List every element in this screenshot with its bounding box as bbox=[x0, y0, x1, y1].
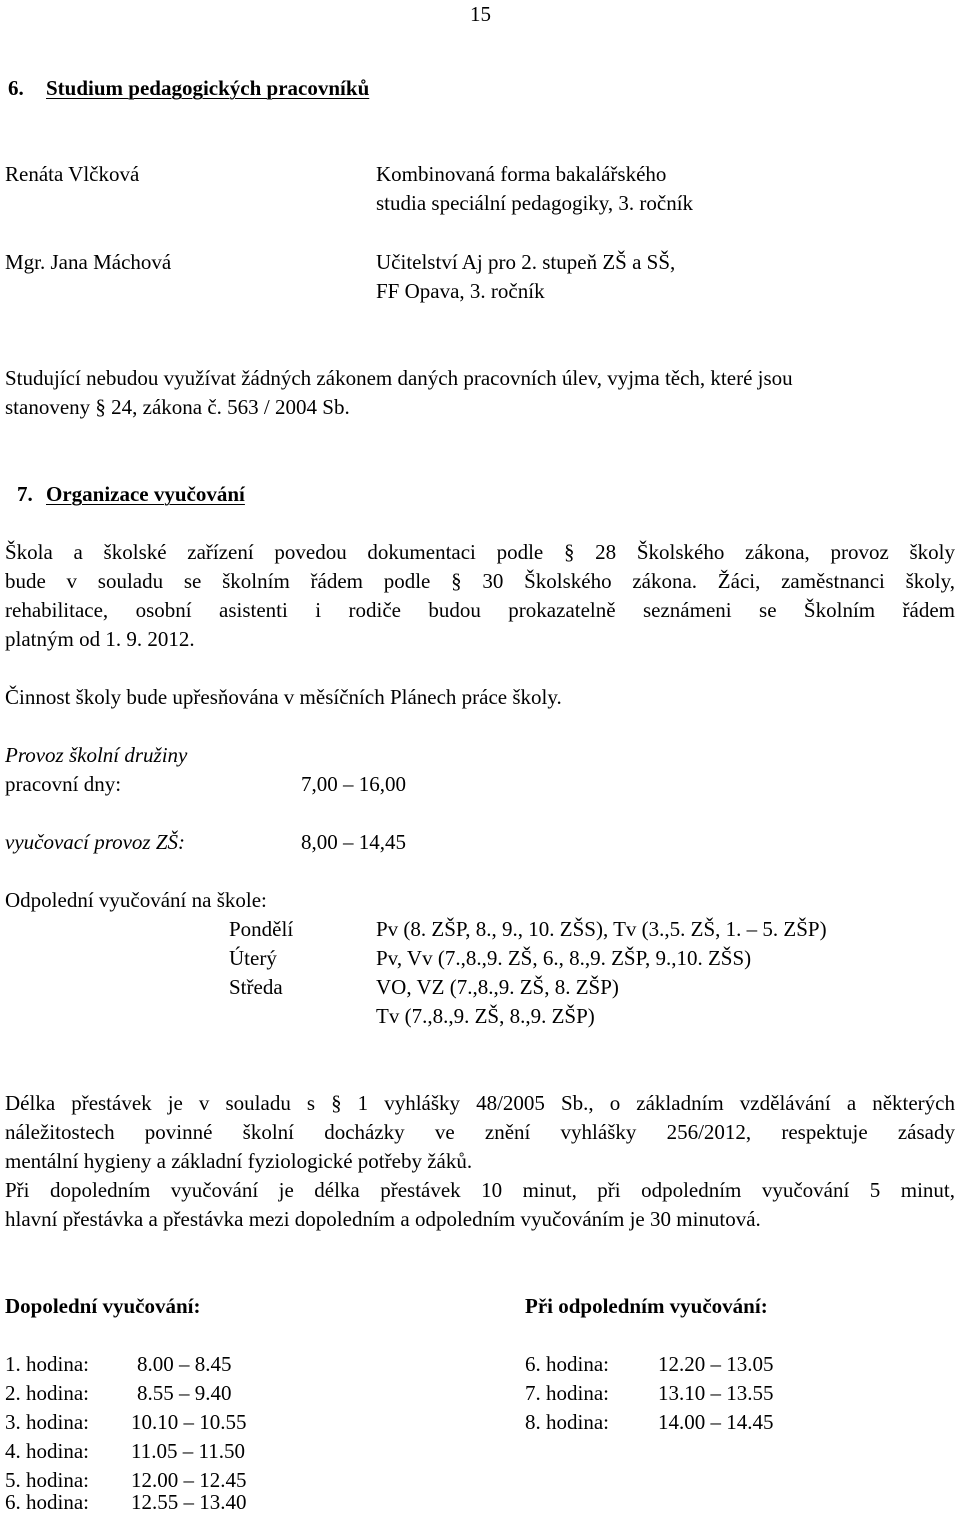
lesson-time: 13.10 – 13.55 bbox=[658, 1381, 774, 1405]
paragraph-line: bude v souladu se školním řádem podle § 30 Školského zákona. Žáci, zaměstnanci školy, bbox=[5, 569, 955, 593]
hours-label: vyučovací provoz ZŠ: bbox=[5, 830, 185, 854]
hours-value: 8,00 – 14,45 bbox=[301, 830, 406, 854]
paragraph-line: rehabilitace, osobní asistenti i rodiče budou prokazatelně seznámeni se Školním řádem bbox=[5, 598, 955, 622]
lesson-label: 5. hodina: bbox=[5, 1468, 89, 1492]
lesson-label: 8. hodina: bbox=[525, 1410, 609, 1434]
person-study-line: Učitelství Aj pro 2. stupeň ZŠ a SŠ, bbox=[376, 250, 676, 274]
lesson-time: 12.55 – 13.40 bbox=[131, 1490, 247, 1514]
weekday: Pondělí bbox=[229, 917, 294, 941]
lesson-time: 14.00 – 14.45 bbox=[658, 1410, 774, 1434]
breaks-line: mentální hygieny a základní fyziologické potřeby žáků. bbox=[5, 1149, 473, 1173]
person-study-line: FF Opava, 3. ročník bbox=[376, 279, 545, 303]
weekday: Středa bbox=[229, 975, 283, 999]
afternoon-heading: Odpolední vyučování na škole: bbox=[5, 888, 267, 912]
breaks-line: Při dopoledním vyučování je délka přestávek 10 minut, při odpoledním vyučování 5 minut, bbox=[5, 1178, 955, 1202]
paragraph-line: Škola a školské zařízení povedou dokumentaci podle § 28 Školského zákona, provoz školy bbox=[5, 540, 955, 564]
lesson-time: 12.20 – 13.05 bbox=[658, 1352, 774, 1376]
lesson-time: 11.05 – 11.50 bbox=[131, 1439, 245, 1463]
breaks-line: Délka přestávek je v souladu s § 1 vyhlášky 48/2005 Sb., o základním vzdělávání a některých bbox=[5, 1091, 955, 1115]
lesson-label: 3. hodina: bbox=[5, 1410, 89, 1434]
study-note-line: Studující nebudou využívat žádných zákonem daných pracovních úlev, vyjma těch, které jsou bbox=[5, 366, 793, 390]
section-6-title: Studium pedagogických pracovníků bbox=[46, 76, 370, 100]
hours-value: 7,00 – 16,00 bbox=[301, 772, 406, 796]
lesson-time: 8.55 – 9.40 bbox=[137, 1381, 232, 1405]
hours-label: pracovní dny: bbox=[5, 772, 122, 796]
afternoon-schedule-heading: Při odpoledním vyučování: bbox=[525, 1294, 768, 1318]
lesson-label: 1. hodina: bbox=[5, 1352, 89, 1376]
section-7-title: Organizace vyučování bbox=[46, 482, 245, 506]
weekday: Úterý bbox=[229, 946, 277, 970]
lesson-label: 4. hodina: bbox=[5, 1439, 89, 1463]
breaks-line: hlavní přestávka a přestávka mezi dopoledním a odpoledním vyučováním je 30 minutová. bbox=[5, 1207, 761, 1231]
lesson-label: 6. hodina: bbox=[5, 1490, 89, 1514]
weekday-subjects: VO, VZ (7.,8.,9. ZŠ, 8. ZŠP) bbox=[376, 975, 619, 999]
study-note-line: stanoveny § 24, zákona č. 563 / 2004 Sb. bbox=[5, 395, 350, 419]
person-name: Renáta Vlčková bbox=[5, 162, 140, 186]
breaks-line: náležitostech povinné školní docházky ve znění vyhlášky 256/2012, respektuje zásady bbox=[5, 1120, 955, 1144]
druzina-heading: Provoz školní družiny bbox=[5, 743, 188, 767]
lesson-time: 10.10 – 10.55 bbox=[131, 1410, 247, 1434]
lesson-time: 8.00 – 8.45 bbox=[137, 1352, 232, 1376]
lesson-time: 12.00 – 12.45 bbox=[131, 1468, 247, 1492]
person-study-line: studia speciální pedagogiky, 3. ročník bbox=[376, 191, 694, 215]
section-7-number: 7. bbox=[17, 482, 33, 506]
lesson-label: 7. hodina: bbox=[525, 1381, 609, 1405]
weekday-subjects: Pv (8. ZŠP, 8., 9., 10. ZŠS), Tv (3.,5. ZŠ, 1. – 5. ZŠP) bbox=[376, 917, 827, 941]
section-6-number: 6. bbox=[8, 76, 24, 100]
lesson-label: 6. hodina: bbox=[525, 1352, 609, 1376]
paragraph-line: platným od 1. 9. 2012. bbox=[5, 627, 195, 651]
plans-sentence: Činnost školy bude upřesňována v měsíčních Plánech práce školy. bbox=[5, 685, 562, 709]
weekday-subjects: Pv, Vv (7.,8.,9. ZŠ, 6., 8.,9. ZŠP, 9.,10. ZŠS) bbox=[376, 946, 752, 970]
lesson-label: 2. hodina: bbox=[5, 1381, 89, 1405]
page-number: 15 bbox=[470, 2, 491, 26]
morning-schedule-heading: Dopolední vyučování: bbox=[5, 1294, 201, 1318]
person-name: Mgr. Jana Máchová bbox=[5, 250, 172, 274]
person-study-line: Kombinovaná forma bakalářského bbox=[376, 162, 667, 186]
weekday-subjects: Tv (7.,8.,9. ZŠ, 8.,9. ZŠP) bbox=[376, 1004, 595, 1028]
